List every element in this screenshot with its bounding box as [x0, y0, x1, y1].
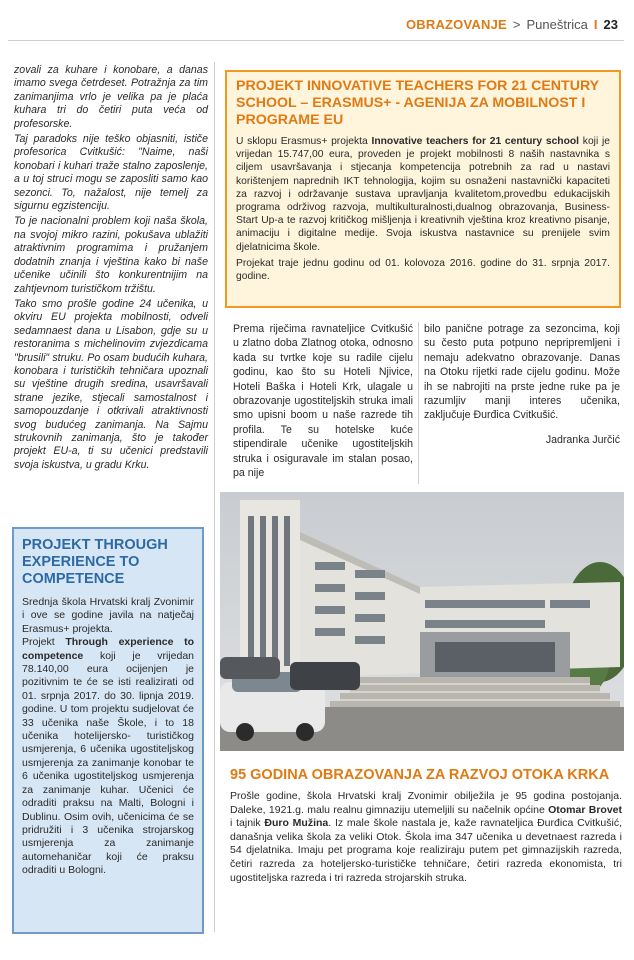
- paragraph: Tako smo prošle godine 24 učenika, u okviru EU projekta mobilnosti, odveli sedamnaest dana u Lisabon, gdje su u restoranima s michelinovim zvjezdicama "brusili" struku. Po osam budućih kuhara, konobara i turističkih tehničara upoznali su vještine drugih sredina, usavršavali strane jezike, stjecali samostalnost i samopouzdanje i otkrivali atraktivnosti svog budućeg zanimanja. Na Sajmu strukovnih zanimanja, što je također projekt EU-a, ti su učenici predstavili svoja iskustva, u gradu Krku.: [14, 297, 208, 471]
- paragraph: bilo panične potrage za sezoncima, koji su često puta potpuno nepripremljeni i nemaju adekvatno obrazovanje. Danas na Otoku rijetki rade cijelu godinu. Može ih se nabrojiti na prste jedne ruke pa je razumljiv manji interes učenika, zaključuje Đurđica Cvitkušić.: [424, 323, 620, 422]
- paragraph: Prema riječima ravnateljice Cvitkušić u zlatno doba Zlatnog otoka, odnosno kada su tvrtke koje su radile cijelu godinu, kao što su Hoteli Njivice, Hoteli Baška i Hoteli Krk, ulagale u obrazovanje ugostiteljskih struka imali smo upisni boom u naše razrede tih profila. Te su hotelske kuće stipendirale učenike ugostiteljskih struka i osiguravale im stalan posao, pa nije: [233, 323, 413, 480]
- box-paragraph: [22, 636, 194, 877]
- header-rule: [8, 40, 624, 41]
- person-name: Otomar Brovet: [548, 803, 622, 816]
- box-paragraph: [236, 135, 610, 254]
- box-paragraph: Srednja škola Hrvatski kralj Zvonimir i ove se godine javila na natječaj Erasmus+ projekta.: [22, 596, 194, 635]
- paragraph: Taj paradoks nije teško objasniti, ističe profesorica Cvitkušić: "Naime, naši konobari i kuhari traže stalno zaposlenje, a u toj struci mogu se zaposliti samo kao sezonci. To, nažalost, nije temelj za sigurnu egzistenciju.: [14, 133, 208, 213]
- text-run: koji je vrijedan 78.140,00 eura ocijenjen je pozitivnim te će se isti realizirati od 01. srpnja 2017. do 30. lipnja 2019. godine. U tom projektu sudjelovat će 33 učenika naše Škole, i to 18 učenika hotelijersko- turističkog usmjerenja, 6 učenika ugostiteljskog usmjerenja za zanimanje konobar te 6 učenika ugostiteljskog usmjerenja za zanimanje kuhar. Učenici će odraditi praksu na Malti, Bologni i Dublinu. Osim ovih, učenicima će se pridružiti i 3 učenika strojarskog usmjerenja za zanimanje automehaničar koji će praksu odraditi u Bologni.: [22, 649, 194, 877]
- column-divider: [418, 322, 419, 484]
- author-byline: Jadranka Jurčić: [545, 433, 620, 446]
- article-title: 95 GODINA OBRAZOVANJA ZA RAZVOJ OTOKA KRKA: [230, 767, 610, 783]
- project-name: Innovative teachers for 21 century school: [371, 136, 580, 147]
- box-title: PROJEKT THROUGH EXPERIENCE TO COMPETENCE: [22, 537, 168, 587]
- text-run: Prošle godine, škola Hrvatski kralj Zvonimir obilježila je 95 godina postojanja. Daleke, 1921.g. malu realnu gimnaziju utemeljili su načelnik općine: [230, 790, 622, 816]
- box-body: [22, 596, 194, 878]
- article-column-a: [233, 322, 413, 480]
- paragraph: zovali za kuhare i konobare, a danas imamo svega četrdeset. Potražnja za tim zanimanjima vrlo je velika pa je plaća kuhara tri do četiri puta veća od profesorske.: [14, 64, 208, 130]
- box-body: [236, 135, 610, 283]
- header-divider: I: [593, 16, 598, 32]
- text-run: Projekt: [22, 636, 66, 649]
- project-name: Through experience to competence: [22, 636, 194, 662]
- section-name: OBRAZOVANJE: [405, 16, 507, 32]
- text-run: . Iz male škole nastala je, kaže ravnateljica Đurđica Cvitkušić, današnja velika škola za veliki Otok. Škola ima 347 učenika u devetnaest razreda i 54 djelatnika. Imaju pet programa koje realiziraju putem pet gimnazijskih razreda, četiri razreda za hoteljersko-turističke tehničare, četiri razreda ekonomista, tri ugostiteljska razreda i tri razreda strojarskih struka.: [230, 817, 622, 884]
- subsection-name: Puneštrica: [526, 16, 588, 32]
- school-building-photo: [220, 492, 624, 751]
- box-title: PROJEKT INNOVATIVE TEACHERS FOR 21 CENTURY SCHOOL – ERASMUS+ - AGENIJA ZA MOBILNOST I PROGRAME EU: [236, 78, 599, 128]
- text-run: U sklopu Erasmus+ projekta: [236, 136, 372, 147]
- text-run: koji je vrijedan 15.747,00 eura, proveden je projekt mobilnosti 8 naših nastavnika s ciljem usavršavanja i stjecanja kompetencija potrebnih za rad u nastavi korištenjem naprednih IKT tehnologija, kojim su osnaženi nastavnički kapaciteti za razvoj i održavanje sustava upravljanja kvalitetom,provedbu edukacijskih programa održivog razvoja, multikulturalnosti,dualnog obrazovanja, Business-Start Up-a te razvoj kritičkog mišljenja i kreativnih vještina kroz kreativno pisanje, animaciju i digitalne medije. Svoja iskustva nastavnice su prenijele svim djelatnicima škole.: [236, 136, 611, 253]
- paragraph: [230, 790, 622, 885]
- box-paragraph: Projekat traje jednu godinu od 01. kolovoza 2016. godine do 31. srpnja 2017. godine.: [236, 257, 610, 283]
- article-column-b: [424, 322, 620, 447]
- anniversary-article: [222, 766, 622, 885]
- page-header: [406, 14, 618, 34]
- innovative-teachers-box: [225, 70, 621, 308]
- left-column-text: [14, 64, 208, 474]
- text-run: i tajnik: [230, 817, 265, 830]
- person-name: Đuro Mužina: [264, 817, 329, 830]
- page-number: 23: [603, 16, 618, 32]
- through-experience-box: [12, 527, 204, 934]
- article-body: [230, 790, 622, 885]
- breadcrumb-separator: >: [512, 16, 521, 32]
- paragraph: To je nacionalni problem koji naša škola, na svojoj mikro razini, pokušava ublažiti atraktivnim programima i pružanjem dodatnih znanja i vještina kako bi naše učenike učinili što konkurentnijim na zahtjevnom turističkom tržištu.: [14, 215, 208, 295]
- column-divider: [214, 62, 215, 932]
